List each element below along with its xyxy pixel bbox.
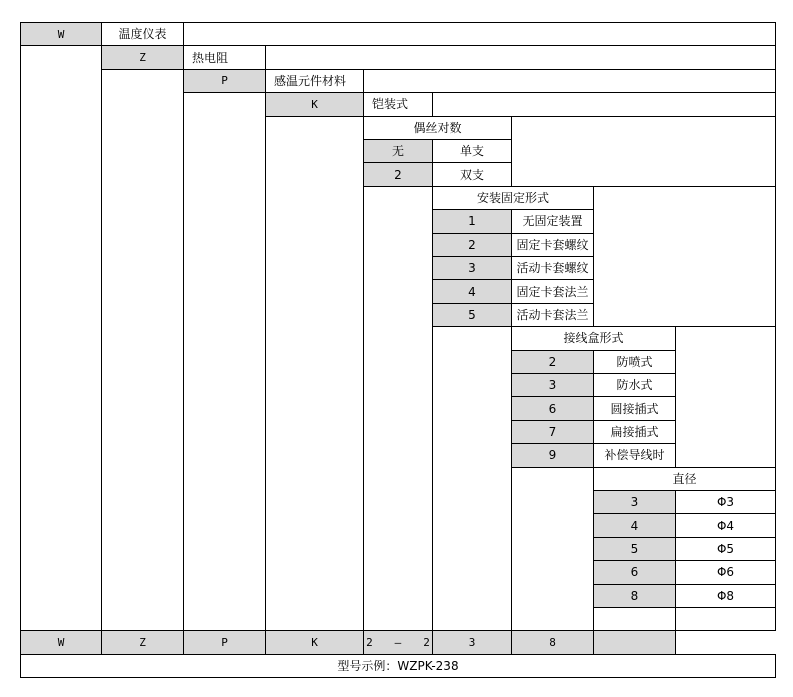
code-p: P [183, 69, 266, 93]
spine-z [101, 69, 184, 632]
label-w: 温度仪表 [101, 22, 184, 46]
box-label: 防水式 [593, 373, 676, 397]
spine-diameter-blank-right [675, 607, 776, 631]
mount-code: 3 [432, 256, 512, 280]
diameter-label: Φ4 [675, 513, 776, 537]
diameter-label: Φ5 [675, 537, 776, 561]
example-cell: 8 [511, 630, 594, 654]
label-k: 铠装式 [363, 92, 433, 116]
box-code: 2 [511, 350, 594, 374]
mount-title: 安装固定形式 [432, 186, 594, 210]
pair-label: 双支 [432, 162, 512, 186]
spine-w [20, 45, 102, 631]
example-cell [593, 630, 676, 654]
label-p: 感温元件材料 [265, 69, 364, 93]
mount-label: 固定卡套螺纹 [511, 233, 594, 257]
box-code: 7 [511, 420, 594, 444]
pair-code: 无 [363, 139, 433, 163]
box-code: 9 [511, 443, 594, 467]
example-cell: Z [101, 630, 184, 654]
spine-pair [363, 186, 433, 632]
diameter-label: Φ8 [675, 584, 776, 608]
mount-code: 4 [432, 279, 512, 303]
example-cell: K [265, 630, 364, 654]
box-label: 防喷式 [593, 350, 676, 374]
diameter-code: 8 [593, 584, 676, 608]
pair-label: 单支 [432, 139, 512, 163]
fill-z [265, 45, 776, 69]
mount-label: 固定卡套法兰 [511, 279, 594, 303]
diameter-code: 3 [593, 490, 676, 514]
fill-k [432, 92, 776, 116]
code-z: Z [101, 45, 184, 69]
diameter-code: 6 [593, 560, 676, 584]
mount-code: 2 [432, 233, 512, 257]
box-label: 圆接插式 [593, 396, 676, 420]
box-code: 6 [511, 396, 594, 420]
label-z: 热电阻 [183, 45, 266, 69]
spine-box [511, 467, 594, 632]
diameter-code: 5 [593, 537, 676, 561]
diameter-label: Φ3 [675, 490, 776, 514]
spine-p [183, 92, 266, 631]
box-label: 补偿导线时 [593, 443, 676, 467]
spine-diameter-blank-left [593, 607, 676, 631]
mount-code: 5 [432, 303, 512, 327]
box-label: 扁接插式 [593, 420, 676, 444]
spine-k [265, 116, 364, 632]
example-cell: 2 – 2 [363, 630, 433, 654]
spine-mount [432, 326, 512, 631]
model-example-caption: 型号示例：WZPK-238 [20, 654, 776, 678]
mount-label: 无固定装置 [511, 209, 594, 233]
example-cell: P [183, 630, 266, 654]
fill-w [183, 22, 776, 46]
box-title: 接线盒形式 [511, 326, 676, 350]
code-k: K [265, 92, 364, 116]
fill-box [675, 326, 776, 467]
pair-code: 2 [363, 162, 433, 186]
example-cell: W [20, 630, 102, 654]
box-code: 3 [511, 373, 594, 397]
fill-pair [511, 116, 776, 187]
fill-mount [593, 186, 776, 327]
pair-title: 偶丝对数 [363, 116, 512, 140]
diameter-label: Φ6 [675, 560, 776, 584]
diameter-title: 直径 [593, 467, 776, 491]
diameter-code: 4 [593, 513, 676, 537]
mount-code: 1 [432, 209, 512, 233]
code-w: W [20, 22, 102, 46]
mount-label: 活动卡套法兰 [511, 303, 594, 327]
mount-label: 活动卡套螺纹 [511, 256, 594, 280]
example-cell: 3 [432, 630, 512, 654]
fill-p [363, 69, 776, 93]
